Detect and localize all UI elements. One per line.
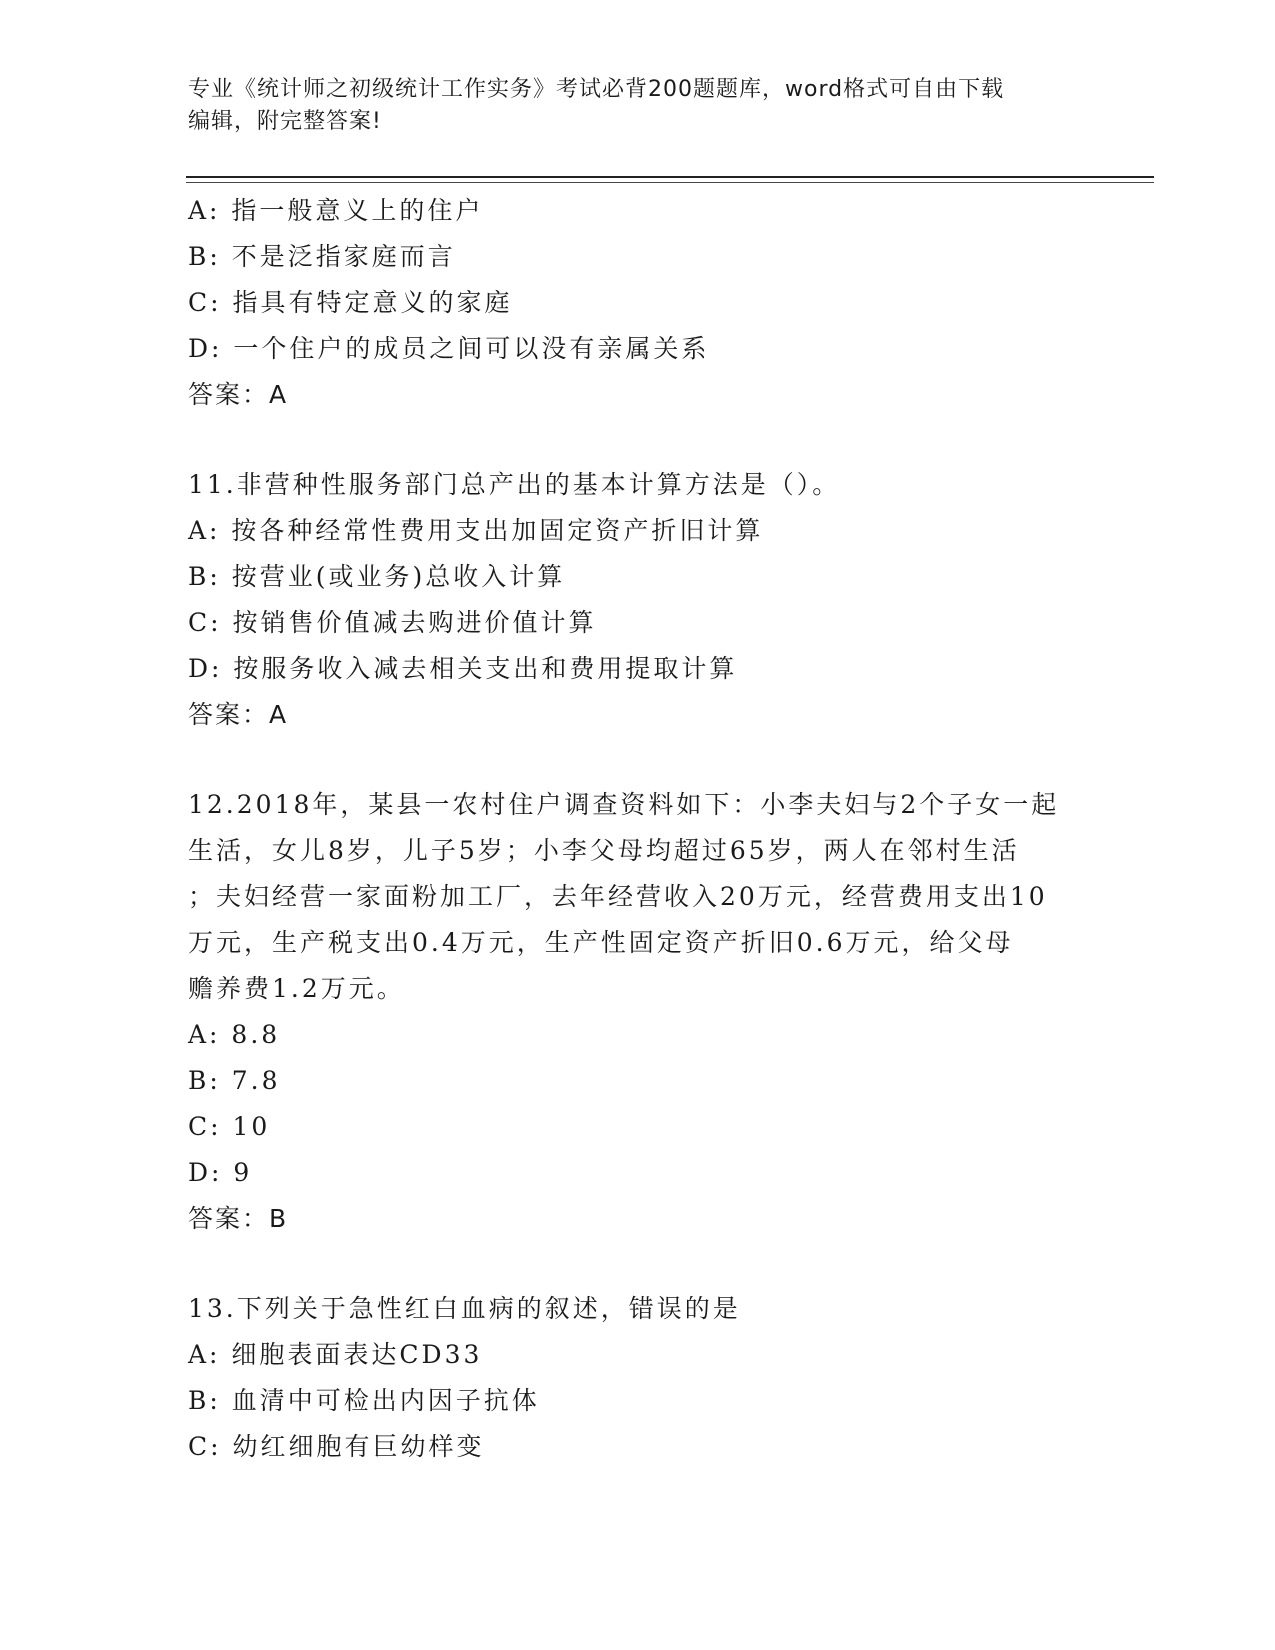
header-divider-thin (186, 182, 1154, 183)
question-13-option-c: C: 幼红细胞有巨幼样变 (188, 1432, 485, 1461)
question-12-stem-line-2: 生活，女儿8岁，儿子5岁；小李父母均超过65岁，两人在邻村生活 (188, 836, 1020, 865)
question-13-option-a: A: 细胞表面表达CD33 (188, 1340, 483, 1369)
question-10-option-b: B: 不是泛指家庭而言 (188, 242, 456, 271)
question-10-option-d: D: 一个住户的成员之间可以没有亲属关系 (188, 334, 710, 363)
question-11-option-d: D: 按服务收入减去相关支出和费用提取计算 (188, 654, 738, 683)
question-12-stem-line-5: 赡养费1.2万元。 (188, 974, 405, 1003)
question-gap (188, 418, 1088, 462)
question-11 (188, 462, 1088, 738)
question-12-option-c: C: 10 (188, 1112, 271, 1141)
question-11-answer: 答案：A (188, 700, 289, 729)
question-gap (188, 738, 1088, 782)
question-10-answer: 答案：A (188, 380, 289, 409)
question-11-stem: 11.非营种性服务部门总产出的基本计算方法是（）。 (188, 470, 841, 499)
question-10-option-c: C: 指具有特定意义的家庭 (188, 288, 513, 317)
question-11-option-b: B: 按营业(或业务)总收入计算 (188, 562, 566, 591)
question-10 (188, 188, 1088, 418)
question-12-stem-line-1: 12.2018年，某县一农村住户调查资料如下：小李夫妇与2个子女一起 (188, 790, 1060, 819)
question-13-option-b: B: 血清中可检出内因子抗体 (188, 1386, 540, 1415)
question-11-option-a: A: 按各种经常性费用支出加固定资产折旧计算 (188, 516, 764, 545)
header-title-line-2: 编辑，附完整答案! (188, 109, 382, 134)
question-12-option-b: B: 7.8 (188, 1066, 281, 1095)
question-12-stem-line-4: 万元，生产税支出0.4万元，生产性固定资产折旧0.6万元，给父母 (188, 928, 1014, 957)
question-12-option-d: D: 9 (188, 1158, 253, 1187)
question-12-stem-line-3: ；夫妇经营一家面粉加工厂，去年经营收入20万元，经营费用支出10 (188, 882, 1048, 911)
question-12 (188, 782, 1088, 1242)
question-10-option-a: A: 指一般意义上的住户 (188, 196, 484, 225)
question-12-option-a: A: 8.8 (188, 1020, 281, 1049)
question-12-answer: 答案：B (188, 1204, 289, 1233)
question-list (188, 188, 1088, 1470)
question-gap (188, 1242, 1088, 1286)
question-13 (188, 1286, 1088, 1470)
document-header (188, 74, 1068, 138)
question-13-stem: 13.下列关于急性红白血病的叙述，错误的是 (188, 1294, 741, 1323)
question-11-option-c: C: 按销售价值减去购进价值计算 (188, 608, 597, 637)
header-title-line-1: 专业《统计师之初级统计工作实务》考试必背200题题库，word格式可自由下载 (188, 77, 1005, 102)
header-divider-thick (186, 176, 1154, 178)
